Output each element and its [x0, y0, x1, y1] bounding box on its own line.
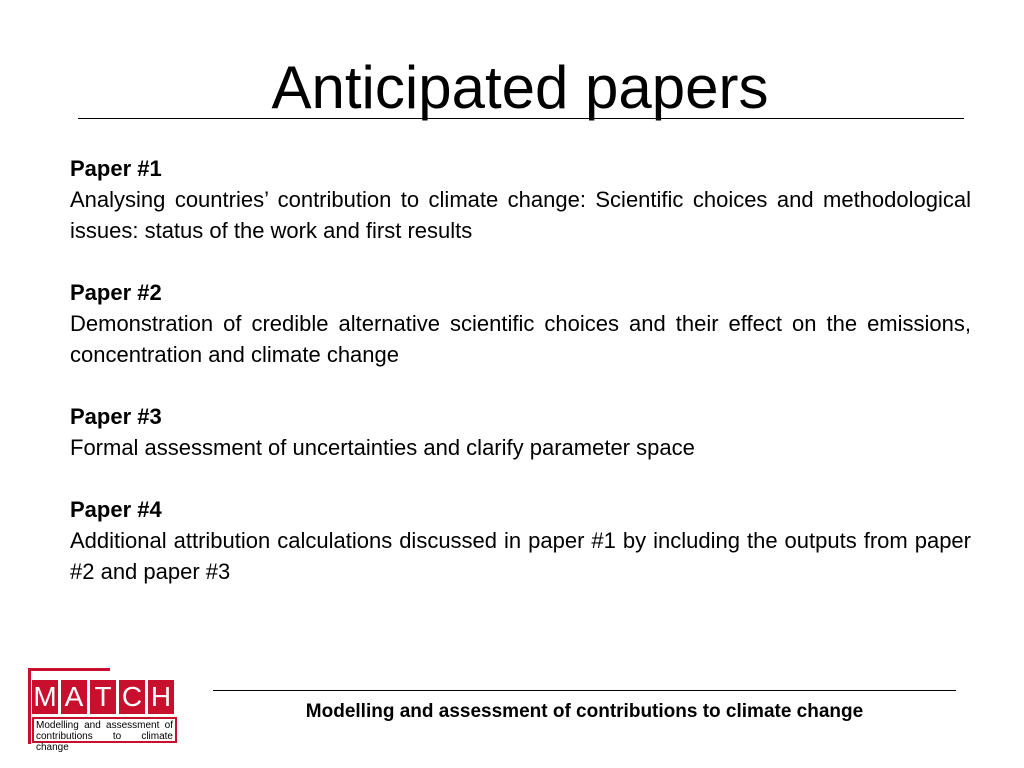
paper-heading: Paper #4 [70, 497, 162, 522]
paper-item [70, 277, 971, 370]
title-divider [78, 118, 964, 119]
papers-list [70, 153, 971, 618]
footer-divider [213, 690, 956, 691]
paper-description: Demonstration of credible alternative scientific choices and their effect on the emissions, concentration and climate change [70, 311, 971, 367]
logo-letters [32, 680, 177, 714]
logo-frame-left [28, 668, 31, 744]
logo-letter: T [90, 680, 116, 714]
paper-description: Formal assessment of uncertainties and clarify parameter space [70, 435, 695, 460]
paper-heading: Paper #3 [70, 404, 162, 429]
logo-subtitle: Modelling and assessment of contributions to climate change [32, 717, 177, 743]
logo-letter: C [119, 680, 145, 714]
paper-item [70, 494, 971, 587]
paper-item [70, 153, 971, 246]
match-logo [28, 668, 178, 753]
logo-frame-top [28, 668, 110, 671]
logo-letter: M [33, 681, 57, 712]
paper-item [70, 401, 971, 463]
logo-letter: A [61, 680, 87, 714]
footer-text: Modelling and assessment of contributions to climate change [305, 701, 864, 722]
slide-title: Anticipated papers [271, 54, 769, 121]
paper-heading: Paper #2 [70, 280, 162, 305]
paper-description: Analysing countries’ contribution to climate change: Scientific choices and methodological issues: status of the work and first results [70, 187, 971, 243]
logo-letter: H [148, 680, 174, 714]
paper-description: Additional attribution calculations discussed in paper #1 by including the outputs from paper #2 and paper #3 [70, 528, 971, 584]
paper-heading: Paper #1 [70, 156, 162, 181]
